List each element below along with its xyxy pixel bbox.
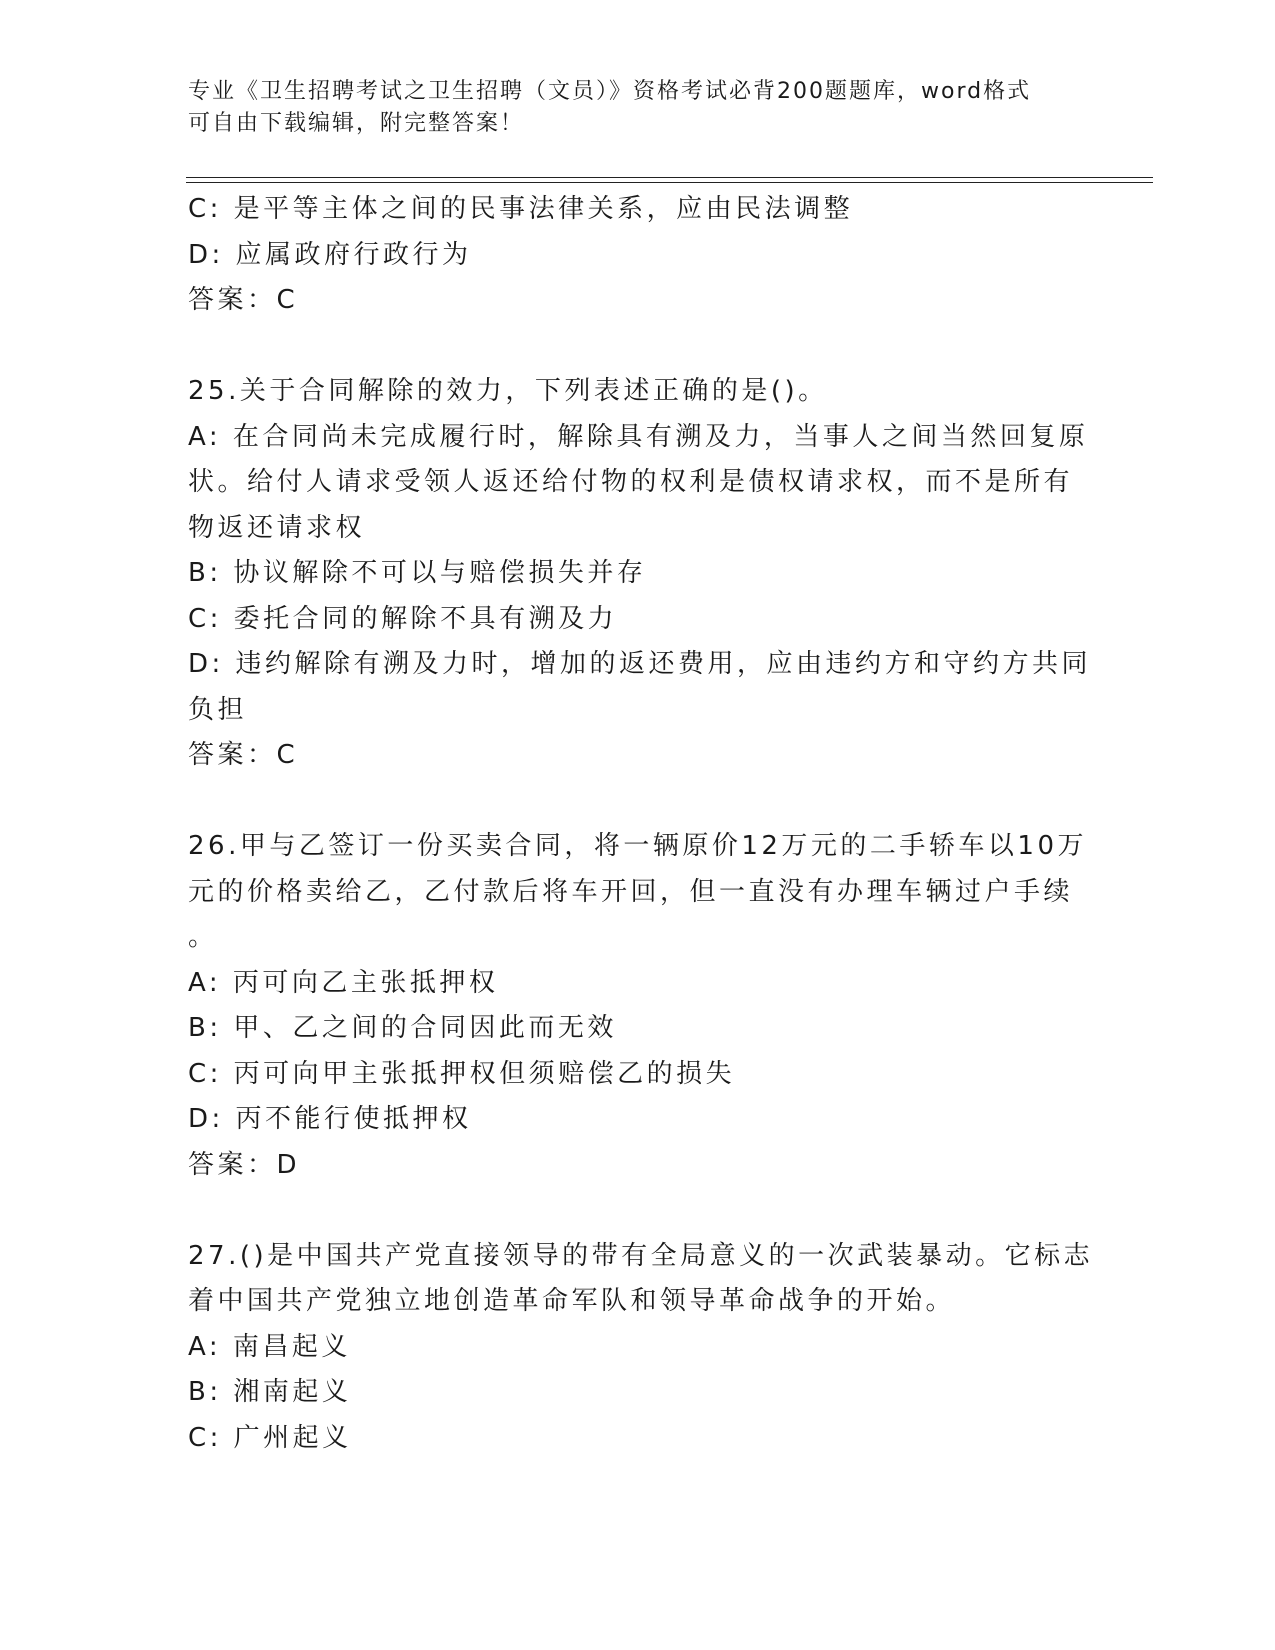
question-content: [188, 187, 1094, 1461]
page-header: [188, 76, 1068, 140]
option-line: B: 协议解除不可以与赔偿损失并存: [188, 558, 647, 588]
option-line: B: 甲、乙之间的合同因此而无效: [188, 1013, 617, 1043]
blank-line: [188, 1188, 1078, 1234]
option-line-continued: 状。给付人请求受领人返还给付物的权利是债权请求权，而不是所有: [188, 467, 1074, 497]
question-27-stem: 27.()是中国共产党直接领导的带有全局意义的一次武装暴动。它标志: [188, 1240, 1094, 1271]
option-line: A: 南昌起义: [188, 1331, 351, 1362]
answer-line: 答案：C: [188, 285, 299, 315]
option-line: D: 丙不能行使抵押权: [188, 1104, 472, 1134]
answer-line: 答案：D: [188, 1149, 301, 1180]
option-line-continued: 负担: [188, 694, 248, 725]
option-line: A: 丙可向乙主张抵押权: [188, 967, 499, 998]
option-line: B: 湘南起义: [188, 1377, 352, 1407]
question-25-stem: 25.关于合同解除的效力，下列表述正确的是()。: [188, 376, 828, 406]
question-26-stem: 26.甲与乙签订一份买卖合同，将一辆原价12万元的二手轿车以10万: [188, 831, 1088, 861]
option-line: A: 在合同尚未完成履行时，解除具有溯及力，当事人之间当然回复原: [188, 421, 1089, 452]
blank-line: [188, 779, 1078, 825]
question-26-stem-continued: 。: [188, 922, 218, 952]
option-line: C: 广州起义: [188, 1422, 352, 1453]
question-26-stem-continued: 元的价格卖给乙，乙付款后将车开回，但一直没有办理车辆过户手续: [188, 876, 1074, 907]
option-line: D: 应属政府行政行为: [188, 239, 472, 270]
header-rule-bottom: [186, 182, 1153, 183]
option-line: C: 丙可向甲主张抵押权但须赔偿乙的损失: [188, 1058, 736, 1089]
question-27-stem-continued: 着中国共产党独立地创造革命军队和领导革命战争的开始。: [188, 1286, 956, 1316]
option-line: D: 违约解除有溯及力时，增加的返还费用，应由违约方和守约方共同: [188, 649, 1092, 679]
header-title-line-2: 可自由下载编辑，附完整答案！: [188, 111, 525, 136]
blank-line: [188, 324, 1078, 370]
option-line-continued: 物返还请求权: [188, 512, 366, 543]
option-line: C: 是平等主体之间的民事法律关系，应由民法调整: [188, 194, 854, 224]
option-line: C: 委托合同的解除不具有溯及力: [188, 603, 618, 634]
answer-line: 答案：C: [188, 740, 299, 770]
header-rule-top: [186, 177, 1153, 178]
header-title-line-1: 专业《卫生招聘考试之卫生招聘（文员）》资格考试必背200题题库，word格式: [188, 79, 1032, 104]
